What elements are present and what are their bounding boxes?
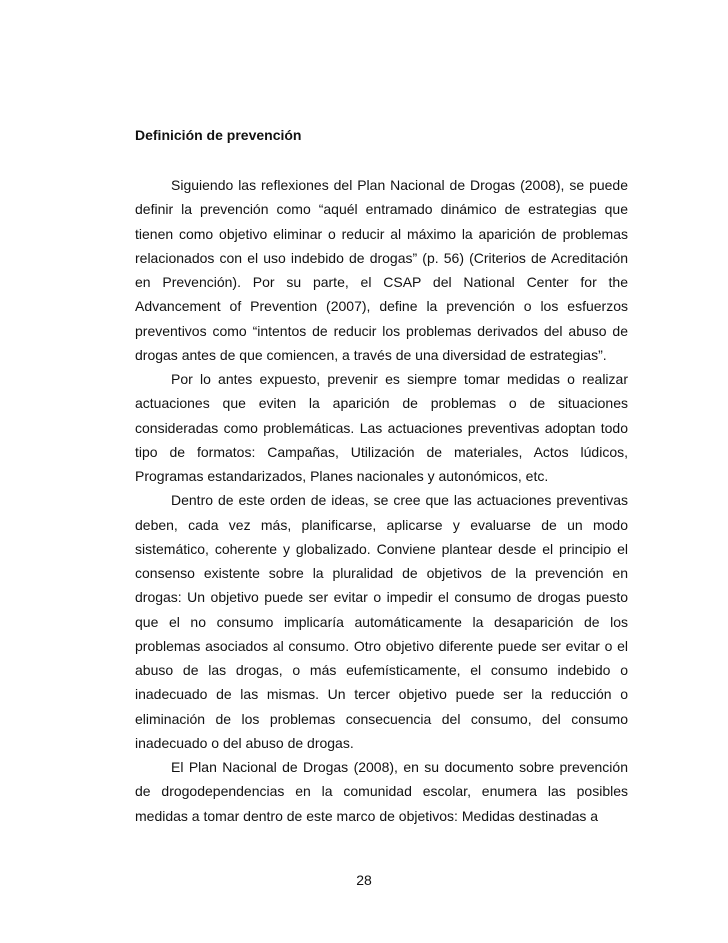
paragraph-3: Dentro de este orden de ideas, se cree que las actuaciones preventivas deben, cada vez más, planificarse, aplicarse y evaluarse de un modo sistemático, coherente y globalizado. Conviene plantear desde el principio el consenso existente sobre la pluralidad de objetivos de la prevención en drogas: Un objetivo puede ser evitar o impedir el consumo de drogas puesto que el no consumo implicaría automáticamente la desaparición de los problemas asociados al consumo. Otro objetivo diferente puede ser evitar o el abuso de las drogas, o más eufemísticamente, el consumo indebido o inadecuado de las mismas. Un tercer objetivo puede ser la reducción o eliminación de los problemas consecuencia del consumo, del consumo inadecuado o del abuso de drogas. bbox=[135, 492, 628, 751]
paragraph-1: Siguiendo las reflexiones del Plan Nacional de Drogas (2008), se puede definir la prevención como “aquél entramado dinámico de estrategias que tienen como objetivo eliminar o reducir al máximo la aparición de problemas relacionados con el uso indebido de drogas” (p. 56) (Criterios de Acreditación en Prevención). Por su parte, el CSAP del National Center for the Advancement of Prevention (2007), define la prevención o los esfuerzos preventivos como “intentos de reducir los problemas derivados del abuso de drogas antes de que comiencen, a través de una diversidad de estrategias”. bbox=[135, 177, 628, 363]
paragraph-4: El Plan Nacional de Drogas (2008), en su documento sobre prevención de drogodependencias en la comunidad escolar, enumera las posibles medidas a tomar dentro de este marco de objetivos: Medidas destinadas a bbox=[135, 759, 628, 824]
section-heading: Definición de prevención bbox=[135, 127, 302, 143]
page-number: 28 bbox=[356, 872, 372, 888]
body-text bbox=[135, 173, 628, 828]
paragraph-2: Por lo antes expuesto, prevenir es siempre tomar medidas o realizar actuaciones que eviten la aparición de problemas o de situaciones consideradas como problemáticas. Las actuaciones preventivas adoptan todo tipo de formatos: Campañas, Utilización de materiales, Actos lúdicos, Programas estandarizados, Planes nacionales y autonómicos, etc. bbox=[135, 371, 628, 484]
